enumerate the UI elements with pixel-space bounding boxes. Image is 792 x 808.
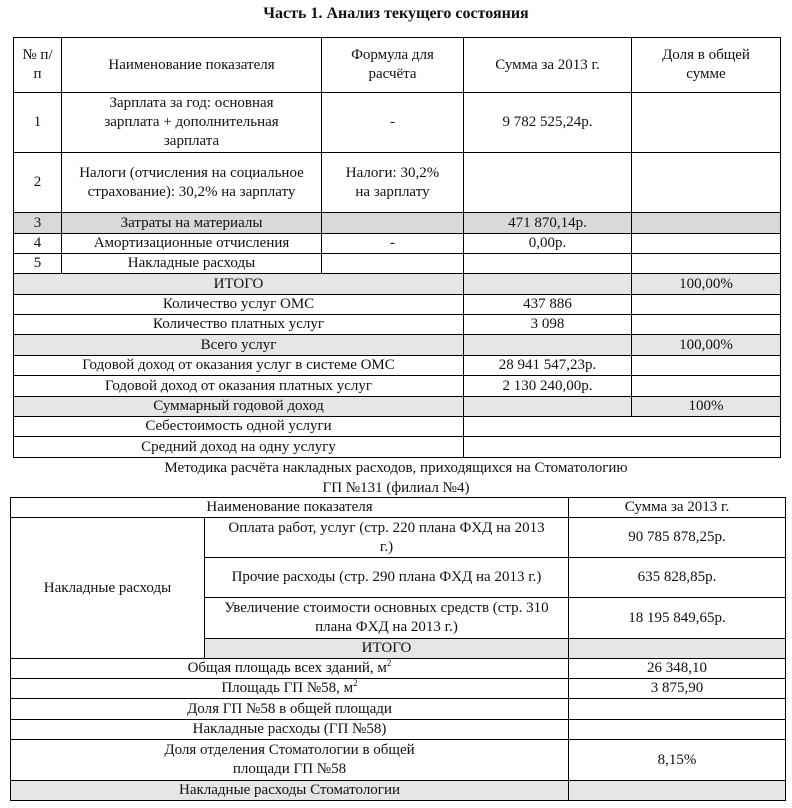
table-row: [14, 153, 781, 213]
row-num: 1: [14, 93, 62, 153]
final-row: [11, 781, 786, 801]
table-row: [11, 740, 786, 781]
row-num: 4: [14, 234, 62, 254]
total-row: [14, 274, 781, 295]
group-row: [11, 518, 786, 558]
income-total-label: Суммарный годовой доход: [14, 397, 464, 417]
table-row: [14, 254, 781, 274]
unit-value: [464, 417, 781, 437]
row-sum: 471 870,14р.: [464, 213, 632, 234]
services-row: [14, 315, 781, 335]
row-label: Доля ГП №58 в общей площади: [11, 699, 569, 720]
total-share: 100,00%: [632, 274, 781, 295]
header-row: [14, 38, 781, 93]
income-share: [632, 356, 781, 376]
overhead-table: [10, 497, 786, 801]
header-sum: Сумма за 2013 г.: [569, 498, 786, 518]
row-name: Амортизационные отчисления: [62, 234, 322, 254]
area-total-value: 26 348,10: [569, 659, 786, 679]
area-unit-sup: 2: [386, 658, 392, 668]
area-total-text: Общая площадь всех зданий, м: [187, 660, 387, 676]
current-state-table: [13, 37, 781, 458]
header-row: [11, 498, 786, 518]
row-value: 8,15%: [569, 740, 786, 781]
row-share: [632, 213, 781, 234]
services-share: [632, 295, 781, 315]
row-formula: Налоги: 30,2% на зарплату: [322, 153, 464, 213]
table-row: [11, 720, 786, 740]
income-total-row: [14, 397, 781, 417]
row-share: [632, 254, 781, 274]
row-num: 5: [14, 254, 62, 274]
group-total-value: [569, 639, 786, 659]
caption-line-1: Методика расчёта накладных расходов, приходящихся на Стоматологию: [164, 460, 628, 476]
group-row-value: 18 195 849,65р.: [569, 598, 786, 639]
header-sum: Сумма за 2013 г.: [464, 38, 632, 93]
group-row-label: Оплата работ, услуг (стр. 220 плана ФХД на 2013 г.): [205, 518, 569, 558]
total-sum: [464, 274, 632, 295]
income-label: Годовой доход от оказания услуг в системе ОМС: [14, 356, 464, 376]
row-share: [632, 93, 781, 153]
page-title: Часть 1. Анализ текущего состояния: [263, 5, 529, 22]
table-row: [14, 234, 781, 254]
row-formula: [322, 254, 464, 274]
row-name: Затраты на материалы: [62, 213, 322, 234]
services-total-row: [14, 335, 781, 356]
row-name: Зарплата за год: основная зарплата + дополнительная зарплата: [62, 93, 322, 153]
row-value: [569, 720, 786, 740]
services-label: Количество услуг ОМС: [14, 295, 464, 315]
row-formula: [322, 213, 464, 234]
unit-row: [14, 437, 781, 458]
row-label: Накладные расходы (ГП №58): [11, 720, 569, 740]
group-row-value: 635 828,85р.: [569, 558, 786, 598]
header-formula: Формула для расчёта: [322, 38, 464, 93]
unit-label: Себестоимость одной услуги: [14, 417, 464, 437]
services-total-label: Всего услуг: [14, 335, 464, 356]
services-value: 437 886: [464, 295, 632, 315]
row-num: 2: [14, 153, 62, 213]
income-row: [14, 376, 781, 397]
income-value: 28 941 547,23р.: [464, 356, 632, 376]
area-gp-value: 3 875,90: [569, 679, 786, 699]
income-total-share: 100%: [632, 397, 781, 417]
caption-line-2: ГП №131 (филиал №4): [322, 480, 470, 496]
final-value: [569, 781, 786, 801]
row-value: [569, 699, 786, 720]
services-total-share: 100,00%: [632, 335, 781, 356]
row-sum: 9 782 525,24р.: [464, 93, 632, 153]
income-value: 2 130 240,00р.: [464, 376, 632, 397]
unit-row: [14, 417, 781, 437]
area-total-row: [11, 659, 786, 679]
row-share: [632, 153, 781, 213]
income-label: Годовой доход от оказания платных услуг: [14, 376, 464, 397]
table-row: [14, 93, 781, 153]
header-share: Доля в общей сумме: [632, 38, 781, 93]
area-gp-row: [11, 679, 786, 699]
total-label: ИТОГО: [14, 274, 464, 295]
row-label: Доля отделения Стоматологии в общей площади ГП №58: [11, 740, 569, 781]
services-share: [632, 315, 781, 335]
row-share: [632, 234, 781, 254]
income-row: [14, 356, 781, 376]
area-gp-text: Площадь ГП №58, м: [221, 680, 354, 696]
unit-value: [464, 437, 781, 458]
unit-label: Средний доход на одну услугу: [14, 437, 464, 458]
group-label: Накладные расходы: [11, 518, 205, 659]
row-sum: 0,00р.: [464, 234, 632, 254]
group-total-label: ИТОГО: [205, 639, 569, 659]
header-name: Наименование показателя: [11, 498, 569, 518]
table-row: [14, 213, 781, 234]
table-row: [11, 699, 786, 720]
income-total-value: [464, 397, 632, 417]
group-row-value: 90 785 878,25р.: [569, 518, 786, 558]
row-sum: [464, 254, 632, 274]
area-total-label: [11, 659, 569, 679]
header-num: № п/п: [14, 38, 62, 93]
final-label: Накладные расходы Стоматологии: [11, 781, 569, 801]
group-row-label: Увеличение стоимости основных средств (стр. 310 плана ФХД на 2013 г.): [205, 598, 569, 639]
row-sum: [464, 153, 632, 213]
row-name: Накладные расходы: [62, 254, 322, 274]
income-share: [632, 376, 781, 397]
row-formula: -: [322, 93, 464, 153]
area-gp-label: [11, 679, 569, 699]
group-row-label: Прочие расходы (стр. 290 плана ФХД на 2013 г.): [205, 558, 569, 598]
row-num: 3: [14, 213, 62, 234]
services-value: 3 098: [464, 315, 632, 335]
header-name: Наименование показателя: [62, 38, 322, 93]
services-total-value: [464, 335, 632, 356]
row-formula: -: [322, 234, 464, 254]
services-label: Количество платных услуг: [14, 315, 464, 335]
services-row: [14, 295, 781, 315]
area-unit-sup: 2: [353, 678, 358, 688]
row-name: Налоги (отчисления на социальное страхование): 30,2% на зарплату: [62, 153, 322, 213]
